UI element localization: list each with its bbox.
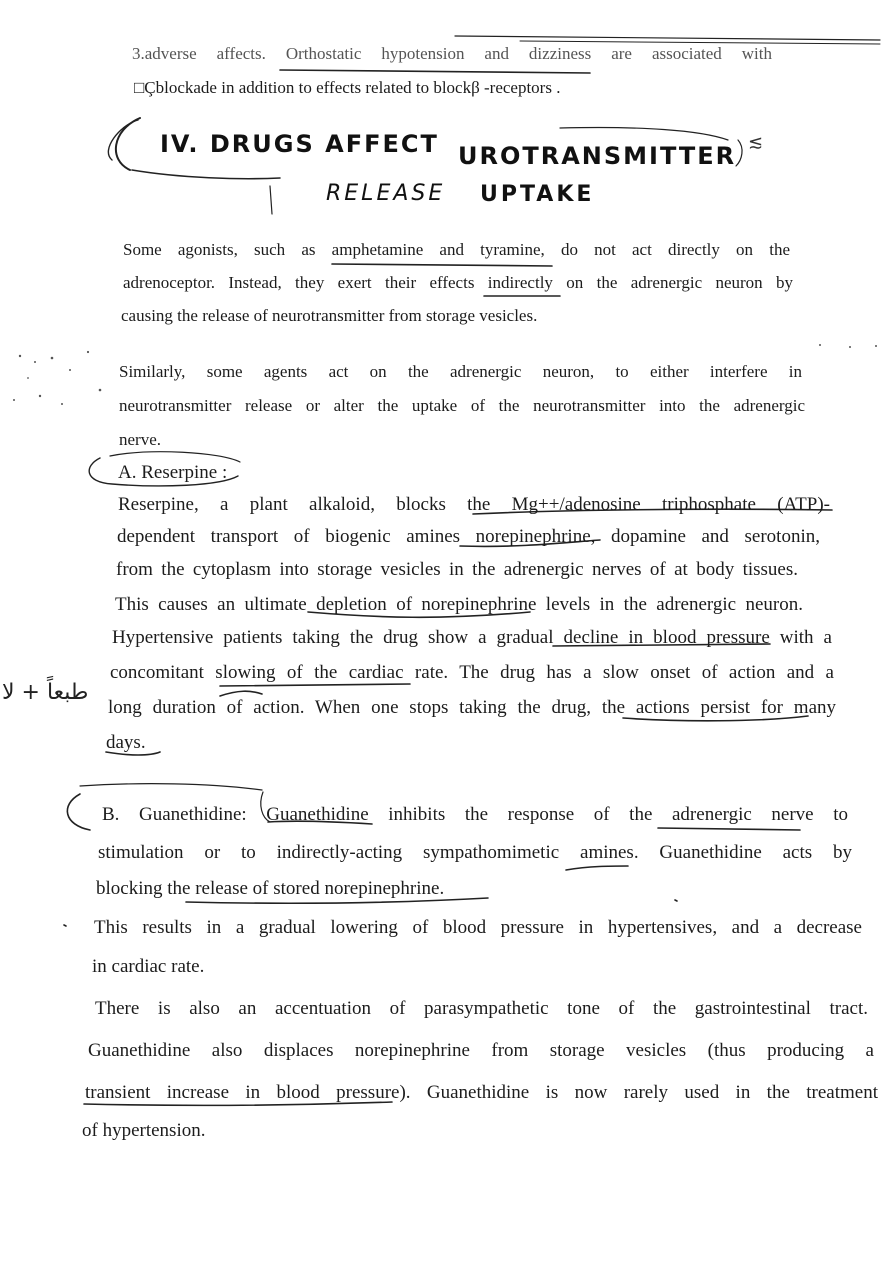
guanethidine-line-2: stimulation or to indirectly-acting sympathomimetic amines. Guanethidine acts by	[98, 842, 852, 863]
similarly-line-1: Similarly, some agents act on the adrenergic neuron, to either interfere in	[119, 362, 802, 381]
guanethidine-line-3: blocking the release of stored norepinephrine.	[96, 878, 445, 899]
reserpine-line-2: dependent transport of biogenic amines norepinephrine, dopamine and serotonin,	[117, 526, 820, 547]
subheading: UPTAKE	[480, 182, 595, 207]
reserpine-line-4: This causes an ultimate depletion of norepinephrine levels in the adrenergic neuron.	[115, 594, 803, 615]
guanethidine-line-1: B. Guanethidine: Guanethidine inhibits the response of the adrenergic nerve to	[102, 804, 848, 825]
guanethidine-line-9: of hypertension.	[82, 1120, 206, 1141]
reserpine-line-1: Reserpine, a plant alkaloid, blocks the Mg++/adenosine triphosphate (ATP)-	[118, 494, 830, 515]
guanethidine-line-6: There is also an accentuation of parasympathetic tone of the gastrointestinal tract.	[95, 998, 868, 1019]
intro-line-2: adrenoceptor. Instead, they exert their effects indirectly on the adrenergic neuron by	[123, 273, 793, 292]
margin-mark-icon: ≲	[748, 132, 764, 152]
guanethidine-line-4: This results in a gradual lowering of blood pressure in hypertensives, and a decrease	[94, 917, 862, 938]
reserpine-line-5: Hypertensive patients taking the drug show a gradual decline in blood pressure with a	[112, 627, 832, 648]
reserpine-line-8: days.	[106, 732, 146, 753]
guanethidine-line-8: transient increase in blood pressure). Guanethidine is now rarely used in the treatment	[85, 1082, 878, 1103]
reserpine-line-7: long duration of action. When one stops taking the drug, the actions persist for many	[108, 697, 836, 718]
reserpine-line-6: concomitant slowing of the cardiac rate. The drug has a slow onset of action and a	[110, 662, 834, 683]
guanethidine-line-5: in cardiac rate.	[92, 956, 205, 977]
section-heading-right: UROTRANSMITTER	[458, 142, 737, 170]
intro-line-1: Some agonists, such as amphetamine and tyramine, do not act directly on the	[123, 240, 790, 259]
margin-handwritten-note: طبعاً + لا	[2, 680, 89, 705]
intro-line-3: causing the release of neurotransmitter from storage vesicles.	[121, 306, 538, 325]
reserpine-line-3: from the cytoplasm into storage vesicles in the adrenergic nerves of at body tissues.	[116, 559, 798, 580]
subheading-handwritten: RELEASE	[326, 181, 446, 206]
similarly-line-2: neurotransmitter release or alter the uptake of the neurotransmitter into the adrenergic	[119, 396, 805, 415]
top-line-2: □Çblockade in addition to effects related to blockβ -receptors .	[134, 78, 561, 97]
guanethidine-line-7: Guanethidine also displaces norepinephrine from storage vesicles (thus producing a	[88, 1040, 874, 1061]
top-line-1: 3.adverse affects. Orthostatic hypotension and dizziness are associated with	[132, 44, 772, 63]
section-heading: IV. DRUGS AFFECT	[160, 130, 439, 158]
similarly-line-3: nerve.	[119, 430, 162, 449]
reserpine-title: A. Reserpine :	[118, 462, 228, 483]
